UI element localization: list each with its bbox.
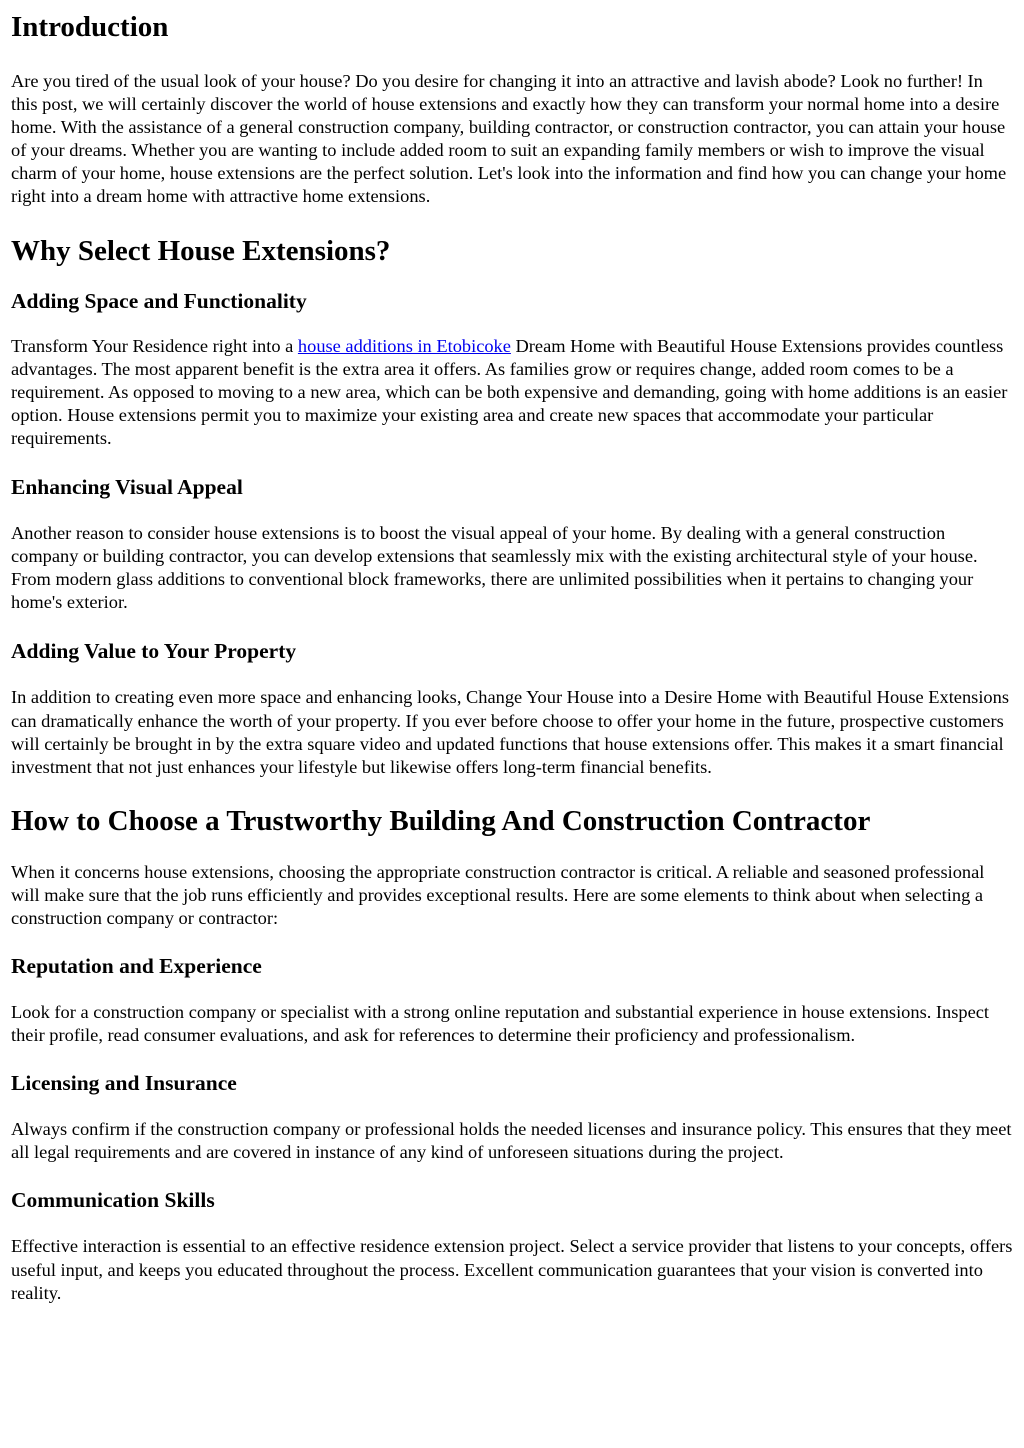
visual-appeal-paragraph: Another reason to consider house extensions is to boost the visual appeal of your home. By dealing with a general construction company or building contractor, you can develop extensions that seamlessly mix with the existing architectural style of your house. From modern glass additions to conventional block frameworks, there are unlimited possibilities when it pertains to changing your home's exterior. bbox=[11, 523, 978, 613]
adding-space-paragraph bbox=[11, 335, 1014, 450]
property-value-heading: Adding Value to Your Property bbox=[11, 639, 297, 664]
reputation-heading: Reputation and Experience bbox=[11, 954, 262, 979]
adding-space-heading: Adding Space and Functionality bbox=[11, 288, 307, 313]
communication-heading: Communication Skills bbox=[11, 1188, 215, 1213]
introduction-paragraph: Are you tired of the usual look of your house? Do you desire for changing it into an attractive and lavish abode? Look no further! In this post, we will certainly discover the world of house extensions and exactly how they can transform your normal home into a desire home. With the assistance of a general construction company, building contractor, or construction contractor, you can attain your house of your dreams. Whether you are wanting to include added room to suit an expanding family members or wish to improve the visual charm of your home, house extensions are the perfect solution. Let's look into the information and find how you can change your home right into a dream home with attractive home extensions. bbox=[11, 71, 1007, 207]
house-additions-link[interactable]: house additions in Etobicoke bbox=[297, 335, 511, 356]
choose-contractor-heading: How to Choose a Trustworthy Building And Construction Contractor bbox=[11, 804, 871, 837]
licensing-heading: Licensing and Insurance bbox=[11, 1071, 237, 1096]
introduction-heading: Introduction bbox=[11, 11, 169, 43]
licensing-paragraph: Always confirm if the construction company or professional holds the needed licenses and insurance policy. This ensures that they meet all legal requirements and are covered in instance of any kind of unforeseen situations during the project. bbox=[11, 1119, 1012, 1163]
adding-space-text-start: Transform Your Residence right into a bbox=[11, 335, 298, 356]
reputation-paragraph: Look for a construction company or specialist with a strong online reputation and substantial experience in house extensions. Inspect their profile, read consumer evaluations, and ask for references to determine their proficiency and professionalism. bbox=[11, 1002, 990, 1046]
communication-paragraph: Effective interaction is essential to an effective residence extension project. Select a service provider that listens to your concepts, offers useful input, and keeps you educated throughout the process. Excellent communication guarantees that your vision is converted into reality. bbox=[11, 1236, 1013, 1303]
why-select-heading: Why Select House Extensions? bbox=[11, 234, 391, 267]
adding-space-text-end: Dream Home with Beautiful House Extensions provides countless advantages. The most apparent benefit is the extra area it offers. As families grow or requires change, added room comes to be a requirement. As opposed to moving to a new area, which can be both expensive and demanding, going with home additions is an easier option. House extensions permit you to maximize your existing area and create new spaces that accommodate your particular requirements. bbox=[11, 335, 1008, 448]
property-value-paragraph: In addition to creating even more space and enhancing looks, Change Your House into a Desire Home with Beautiful House Extensions can dramatically enhance the worth of your property. If you ever before choose to offer your home in the future, prospective customers will certainly be brought in by the extra square video and updated functions that house extensions offer. This makes it a smart financial investment that not just enhances your lifestyle but likewise offers long-term financial benefits. bbox=[11, 687, 1009, 777]
choose-contractor-paragraph: When it concerns house extensions, choosing the appropriate construction contractor is critical. A reliable and seasoned professional will make sure that the job runs efficiently and provides exceptional results. Here are some elements to think about when selecting a construction company or contractor: bbox=[11, 861, 985, 928]
visual-appeal-heading: Enhancing Visual Appeal bbox=[11, 475, 243, 500]
